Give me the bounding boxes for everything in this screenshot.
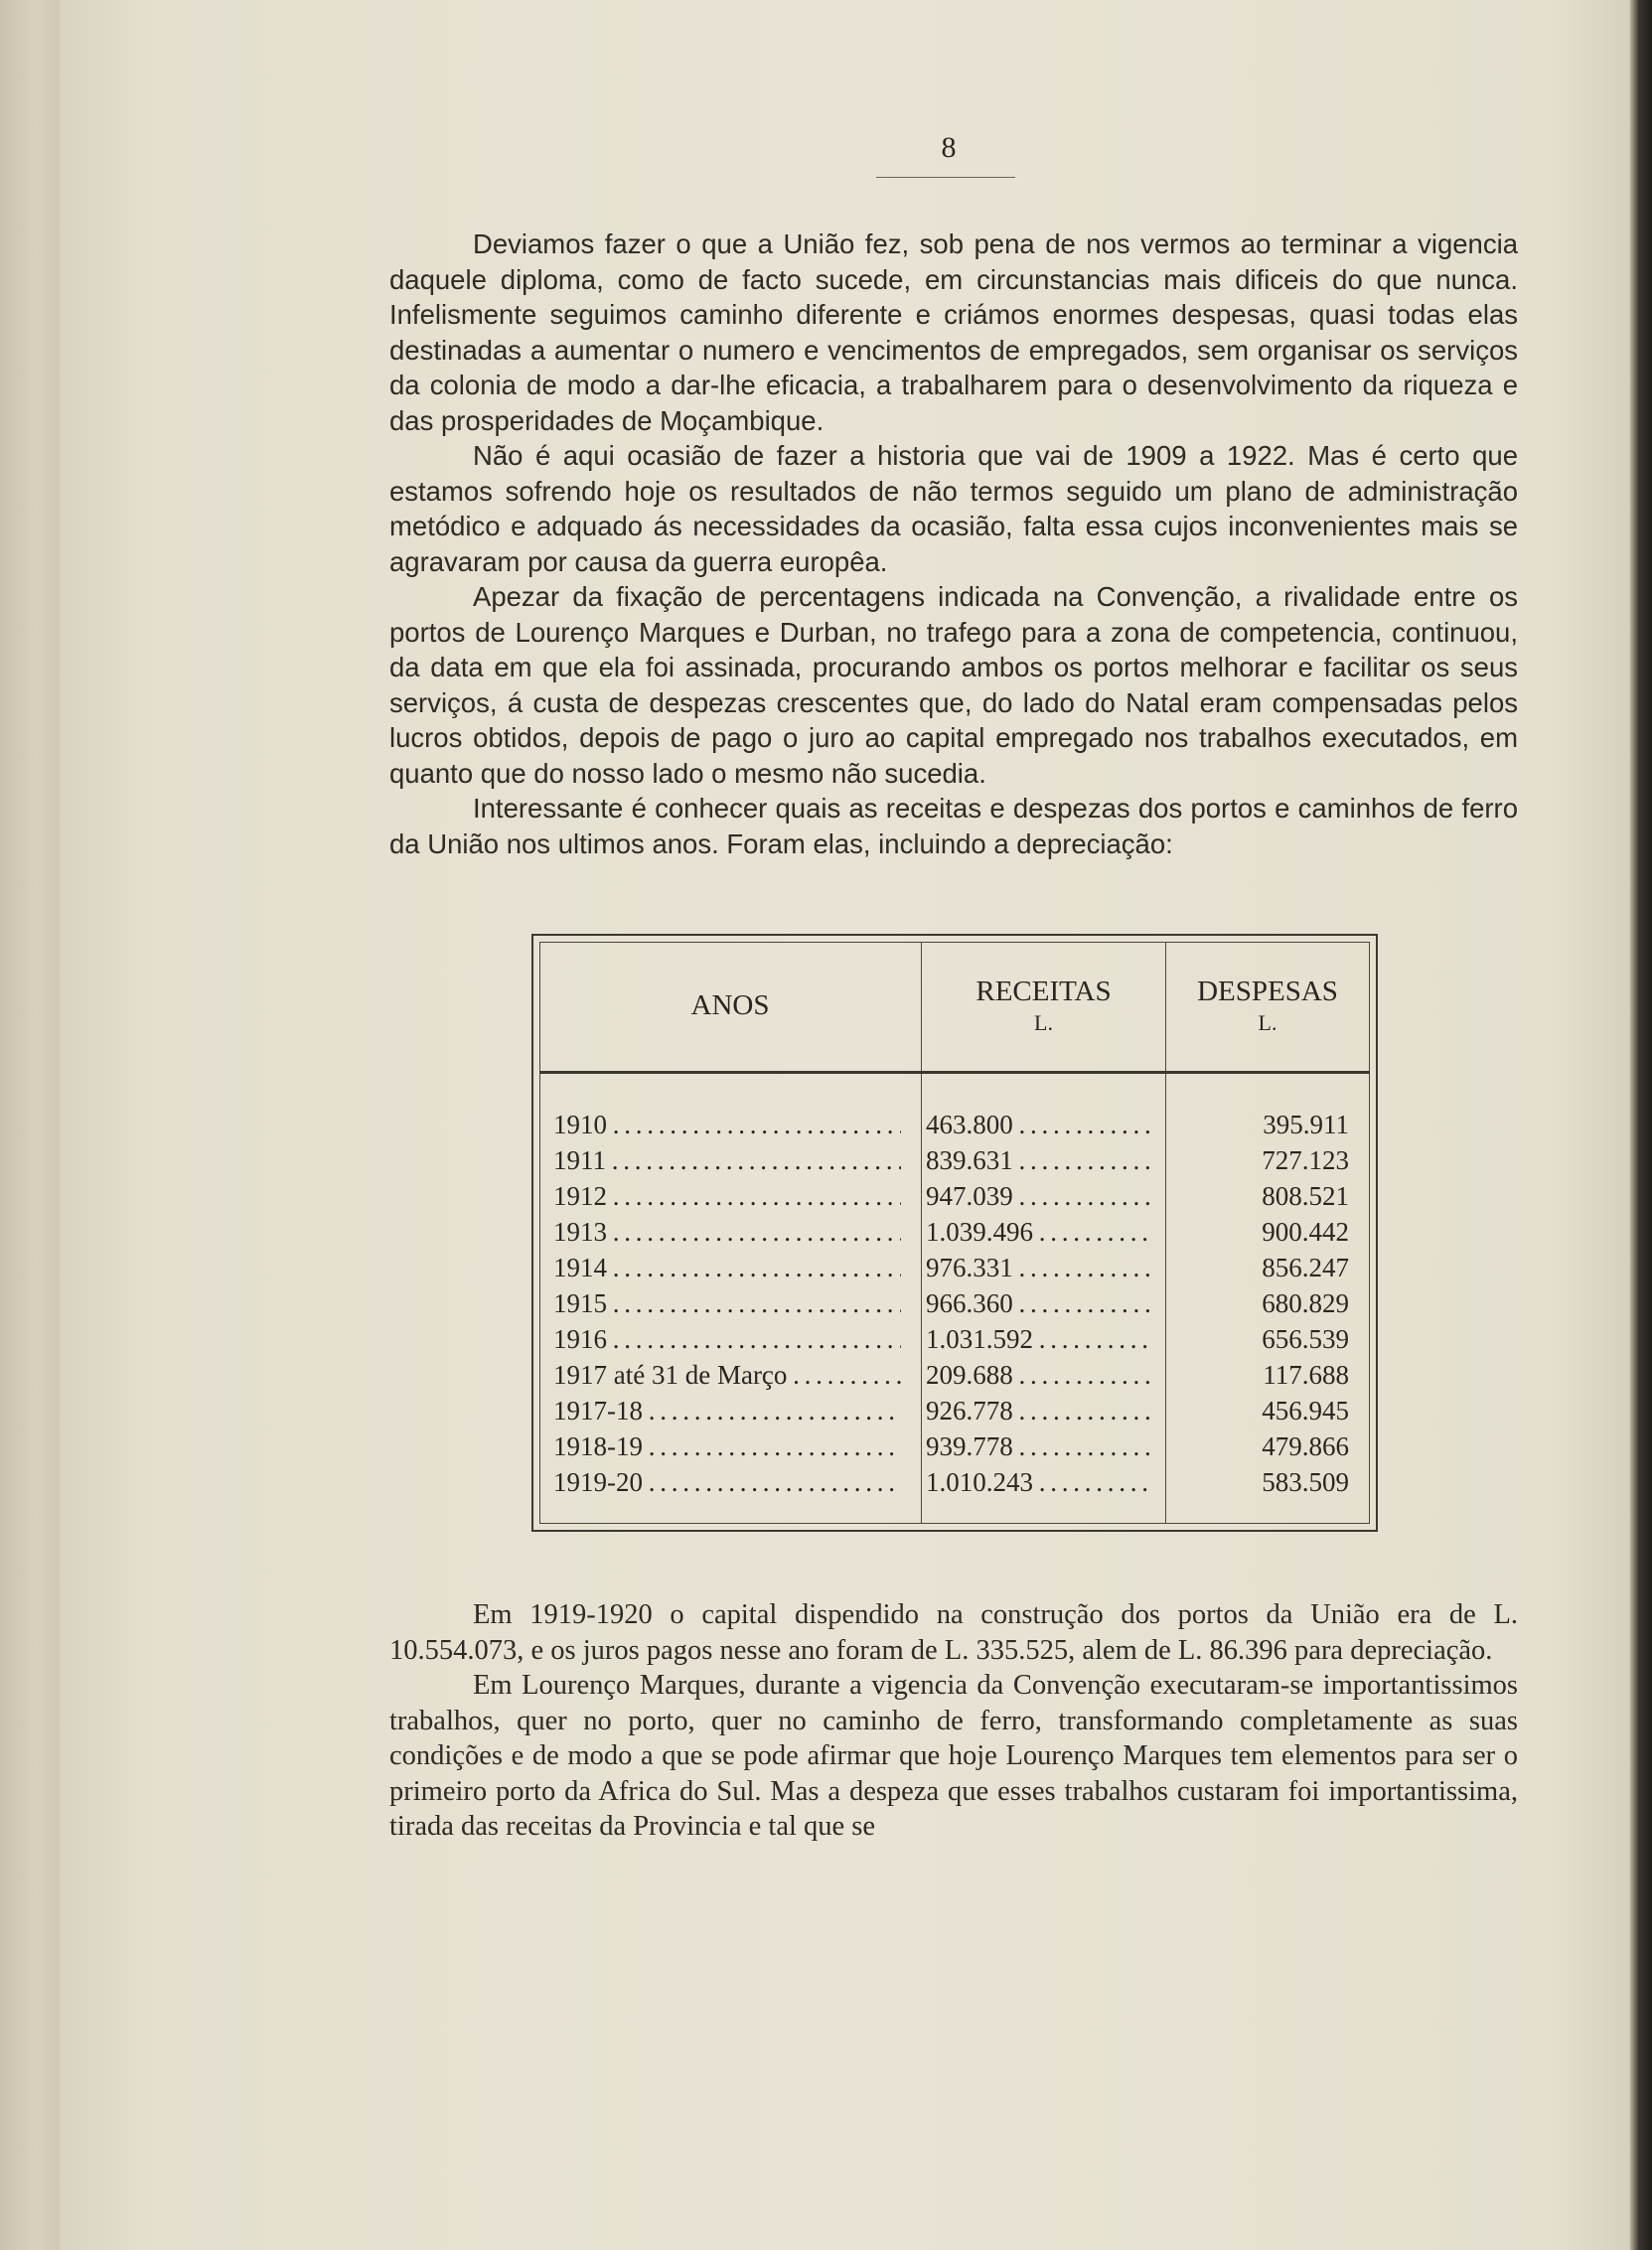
table-row xyxy=(533,1214,1376,1250)
cell-ano: 1911 . . . xyxy=(553,1142,901,1178)
header-receitas xyxy=(922,975,1165,1039)
cell-despesas: 117.688 xyxy=(1263,1360,1349,1390)
header-anos: ANOS xyxy=(690,989,770,1021)
table-row xyxy=(533,1250,1376,1285)
cell-despesas: 680.829 xyxy=(1262,1288,1349,1318)
header-despesas-unit: L. xyxy=(1258,1010,1277,1035)
paragraph: Em Lourenço Marques, durante a vigencia da Convenção executaram-se importantissimos trabalhos, quer no porto, quer no caminho de ferro, transformando completamente as suas condições e de modo a que se pode afirmar que hoje Lourenço Marques tem elementos para ser o primeiro porto da Africa do Sul. Mas a despeza que esses trabalhos custaram foi importantissima, tirada das receitas da Provincia e tal que se xyxy=(389,1670,1518,1842)
cell-receitas: 209.688 . . . xyxy=(926,1357,1149,1393)
table-row xyxy=(533,1178,1376,1214)
header-despesas-label: DESPESAS xyxy=(1197,975,1338,1007)
page-number-rule xyxy=(876,177,1015,178)
cell-ano: 1914 . . . xyxy=(553,1250,901,1285)
cell-despesas: 856.247 xyxy=(1262,1253,1349,1282)
header-rule xyxy=(539,1071,1370,1074)
cell-receitas: 1.039.496 . . . xyxy=(926,1214,1149,1250)
text-block-bottom xyxy=(389,1597,1518,1845)
paragraph: Interessante é conhecer quais as receitas e despezas dos portos e caminhos de ferro da União nos ultimos anos. Foram elas, incluindo a depreciação: xyxy=(389,793,1518,859)
cell-receitas: 926.778 . . . xyxy=(926,1393,1149,1428)
cell-receitas: 839.631 . . . xyxy=(926,1142,1149,1178)
table-row xyxy=(533,1357,1376,1393)
header-receitas-label: RECEITAS xyxy=(976,975,1112,1007)
cell-ano: 1918-19 . . . xyxy=(553,1428,901,1464)
paragraph: Deviamos fazer o que a União fez, sob pena de nos vermos ao terminar a vigencia daquele diploma, como de facto sucede, em circunstancias mais dificeis do que nunca. Infelismente seguimos caminho diferente e criámos enormes despesas, quasi todas elas destinadas a aumentar o numero e vencimentos de empregados, sem organisar os serviços da colonia de modo a dar-lhe eficacia, a trabalharem para o desenvolvimento da riqueza e das prosperidades de Moçambique. xyxy=(389,228,1518,436)
table-row xyxy=(533,1321,1376,1357)
cell-ano: 1912 . . . xyxy=(553,1178,901,1214)
cell-despesas: 456.945 xyxy=(1262,1396,1349,1425)
table-row xyxy=(533,1393,1376,1428)
page-edge-shadow xyxy=(1630,0,1652,2250)
cell-despesas: 479.866 xyxy=(1262,1431,1349,1461)
table-row xyxy=(533,1107,1376,1142)
table-row xyxy=(533,1464,1376,1500)
cell-receitas: 976.331 . . . xyxy=(926,1250,1149,1285)
table-row xyxy=(533,1428,1376,1464)
cell-despesas: 583.509 xyxy=(1262,1467,1349,1497)
revenue-expense-table xyxy=(531,934,1378,1532)
cell-ano: 1917 até 31 de Março . . . xyxy=(553,1357,901,1393)
cell-receitas: 939.778 . . . xyxy=(926,1428,1149,1464)
header-receitas-unit: L. xyxy=(1034,1010,1053,1035)
cell-receitas: 966.360 . . . xyxy=(926,1285,1149,1321)
cell-receitas: 463.800 . . . xyxy=(926,1107,1149,1142)
cell-ano: 1917-18 . . . xyxy=(553,1393,901,1428)
cell-despesas: 727.123 xyxy=(1262,1145,1349,1175)
header-despesas xyxy=(1166,975,1369,1039)
cell-receitas: 1.031.592 . . . xyxy=(926,1321,1149,1357)
text-block-top xyxy=(389,226,1518,861)
cell-receitas: 947.039 . . . xyxy=(926,1178,1149,1214)
cell-despesas: 808.521 xyxy=(1262,1181,1349,1211)
cell-ano: 1919-20 . . . xyxy=(553,1464,901,1500)
paragraph: Em 1919-1920 o capital dispendido na construção dos portos da União era de L. 10.554.073, e os juros pagos nesse ano foram de L. 335.525, alem de L. 86.396 para depreciação. xyxy=(389,1599,1518,1666)
cell-despesas: 656.539 xyxy=(1262,1324,1349,1354)
page-number: 8 xyxy=(941,131,957,164)
cell-despesas: 900.442 xyxy=(1262,1217,1349,1247)
paragraph: Apezar da fixação de percentagens indicada na Convenção, a rivalidade entre os portos de Lourenço Marques e Durban, no trafego para a zona de competencia, continuou, da data em que ela foi assinada, procurando ambos os portos melhorar e facilitar os seus serviços, á custa de despezas crescentes que, do lado do Natal eram compensadas pelos lucros obtidos, depois de pago o juro ao capital empregado nos trabalhos executados, em quanto que do nosso lado o mesmo não sucedia. xyxy=(389,581,1518,789)
paragraph: Não é aqui ocasião de fazer a historia que vai de 1909 a 1922. Mas é certo que estamos sofrendo hoje os resultados de não termos seguido um plano de administração metódico e adquado ás necessidades da ocasião, falta essa cujos inconvenientes mais se agravaram por causa da guerra europêa. xyxy=(389,440,1518,577)
page-binding xyxy=(0,0,60,2250)
cell-ano: 1913 . . . xyxy=(553,1214,901,1250)
table-row xyxy=(533,1142,1376,1178)
cell-ano: 1910 . . . xyxy=(553,1107,901,1142)
cell-ano: 1915 . . . xyxy=(553,1285,901,1321)
cell-despesas: 395.911 xyxy=(1263,1110,1349,1139)
cell-ano: 1916 . . . xyxy=(553,1321,901,1357)
table-row xyxy=(533,1285,1376,1321)
cell-receitas: 1.010.243 . . . xyxy=(926,1464,1149,1500)
